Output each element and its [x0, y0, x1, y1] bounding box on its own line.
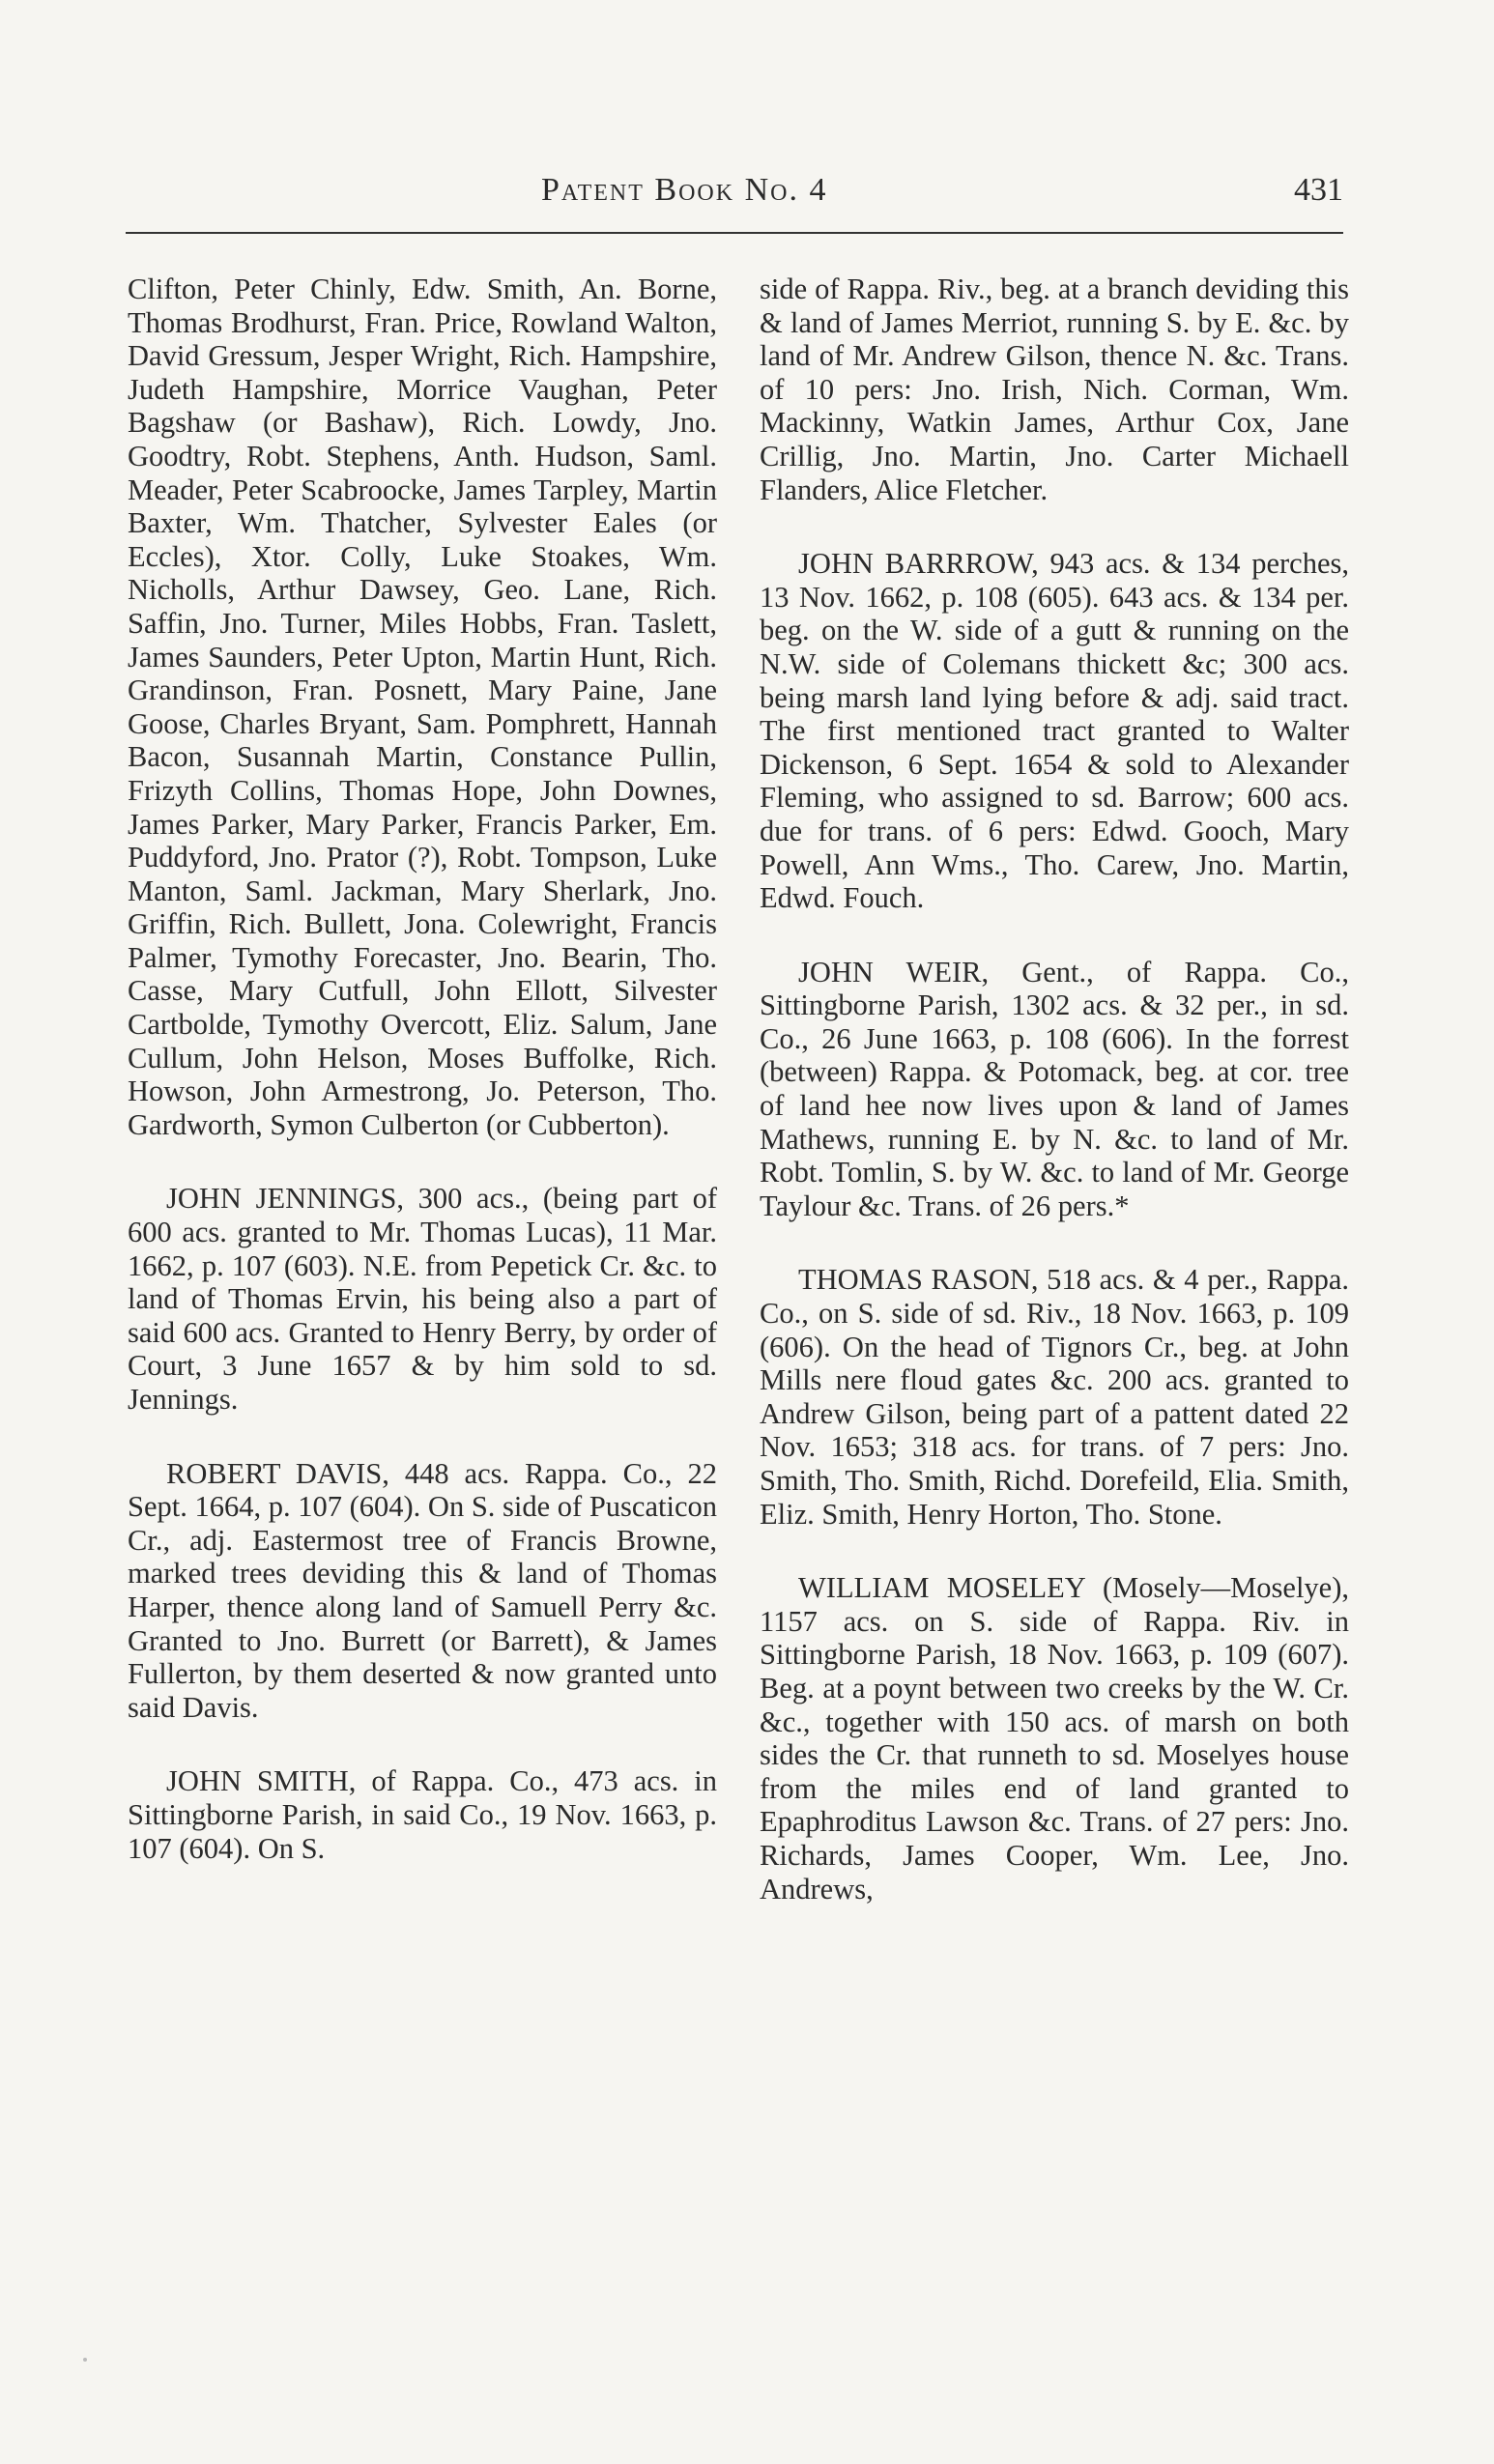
left-column	[128, 272, 717, 1865]
paper-speck	[83, 2358, 87, 2362]
entry-continued-headrights: Clifton, Peter Chinly, Edw. Smith, An. Borne, Thomas Brodhurst, Fran. Price, Rowland Walton, David Gressum, Jesper Wright, Rich. Hampshire, Judeth Hampshire, Morrice Vaughan, Peter Bagshaw (or Bashaw), Rich. Lowdy, Jno. Goodtry, Robt. Stephens, Anth. Hudson, Saml. Meader, Peter Scabroocke, James Tarpley, Martin Baxter, Wm. Thatcher, Sylvester Eales (or Eccles), Xtor. Colly, Luke Stoakes, Wm. Nicholls, Arthur Dawsey, Geo. Lane, Rich. Saffin, Jno. Turner, Miles Hobbs, Fran. Taslett, James Saunders, Peter Upton, Martin Hunt, Rich. Grandinson, Fran. Posnett, Mary Paine, Jane Goose, Charles Bryant, Sam. Pomphrett, Hannah Bacon, Susannah Martin, Constance Pullin, Frizyth Collins, Thomas Hope, John Downes, James Parker, Mary Parker, Francis Parker, Em. Puddyford, Jno. Prator (?), Robt. Tompson, Luke Manton, Saml. Jackman, Mary Sherlark, Jno. Griffin, Rich. Bullett, Jona. Colewright, Francis Palmer, Tymothy Forecaster, Jno. Bearin, Tho. Casse, Mary Cutfull, John Ellott, Silvester Cartbolde, Tymothy Overcott, Eliz. Salum, Jane Cullum, John Helson, Moses Buffolke, Rich. Howson, John Armestrong, Jo. Peterson, Tho. Gardworth, Symon Culberton (or Cubberton).	[128, 272, 717, 1141]
header-rule	[126, 232, 1343, 234]
page-header	[126, 172, 1343, 218]
page-number: 431	[1294, 172, 1343, 208]
right-column	[760, 272, 1349, 1905]
running-head: Patent Book No. 4	[541, 172, 828, 208]
entry-john-jennings: JOHN JENNINGS, 300 acs., (being part of 600 acs. granted to Mr. Thomas Lucas), 11 Mar. 1662, p. 107 (603). N.E. from Pepetick Cr. &c. to land of Thomas Ervin, his being also a part of said 600 acs. Granted to Henry Berry, by order of Court, 3 June 1657 & by him sold to sd. Jennings.	[128, 1182, 717, 1416]
entry-robert-davis: ROBERT DAVIS, 448 acs. Rappa. Co., 22 Sept. 1664, p. 107 (604). On S. side of Puscaticon Cr., adj. Eastermost tree of Francis Browne, marked trees deviding this & land of Thomas Harper, thence along land of Samuell Perry &c. Granted to Jno. Burrett (or Barrett), & James Fullerton, by them deserted & now granted unto said Davis.	[128, 1456, 717, 1724]
entry-john-weir: JOHN WEIR, Gent., of Rappa. Co., Sittingborne Parish, 1302 acs. & 32 per., in sd. Co., 26 June 1663, p. 108 (606). In the forrest (between) Rappa. & Potomack, beg. at cor. tree of land hee now lives upon & land of James Mathews, running E. by N. &c. to land of Mr. Robt. Tomlin, S. by W. &c. to land of Mr. George Taylour &c. Trans. of 26 pers.*	[760, 955, 1349, 1222]
entry-john-barrrow: JOHN BARRROW, 943 acs. & 134 perches, 13 Nov. 1662, p. 108 (605). 643 acs. & 134 per. beg. on the W. side of a gutt & running on the N.W. side of Colemans thickett &c; 300 acs. being marsh land lying before & adj. said tract. The first mentioned tract granted to Walter Dickenson, 6 Sept. 1654 & sold to Alexander Fleming, who assigned to sd. Barrow; 600 acs. due for trans. of 6 pers: Edwd. Gooch, Mary Powell, Ann Wms., Tho. Carew, Jno. Martin, Edwd. Fouch.	[760, 547, 1349, 915]
entry-john-smith: JOHN SMITH, of Rappa. Co., 473 acs. in Sittingborne Parish, in said Co., 19 Nov. 1663, p. 107 (604). On S.	[128, 1764, 717, 1865]
entry-william-moseley: WILLIAM MOSELEY (Mosely—Moselye), 1157 acs. on S. side of Rappa. Riv. in Sittingborne Parish, 18 Nov. 1663, p. 109 (607). Beg. at a poynt between two creeks by the W. Cr. &c., together with 150 acs. of marsh on both sides the Cr. that runneth to sd. Moselyes house from the miles end of land granted to Epaphroditus Lawson &c. Trans. of 27 pers: Jno. Richards, James Cooper, Wm. Lee, Jno. Andrews,	[760, 1571, 1349, 1905]
entry-john-smith-continued: side of Rappa. Riv., beg. at a branch deviding this & land of James Merriot, running S. by E. &c. by land of Mr. Andrew Gilson, thence N. &c. Trans. of 10 pers: Jno. Irish, Nich. Corman, Wm. Mackinny, Watkin James, Arthur Cox, Jane Crillig, Jno. Martin, Jno. Carter Michaell Flanders, Alice Fletcher.	[760, 272, 1349, 506]
entry-thomas-rason: THOMAS RASON, 518 acs. & 4 per., Rappa. Co., on S. side of sd. Riv., 18 Nov. 1663, p. 109 (606). On the head of Tignors Cr., beg. at John Mills nere floud gates &c. 200 acs. granted to Andrew Gilson, being part of a pattent dated 22 Nov. 1653; 318 acs. for trans. of 7 pers: Jno. Smith, Tho. Smith, Richd. Dorefeild, Elia. Smith, Eliz. Smith, Henry Horton, Tho. Stone.	[760, 1263, 1349, 1531]
